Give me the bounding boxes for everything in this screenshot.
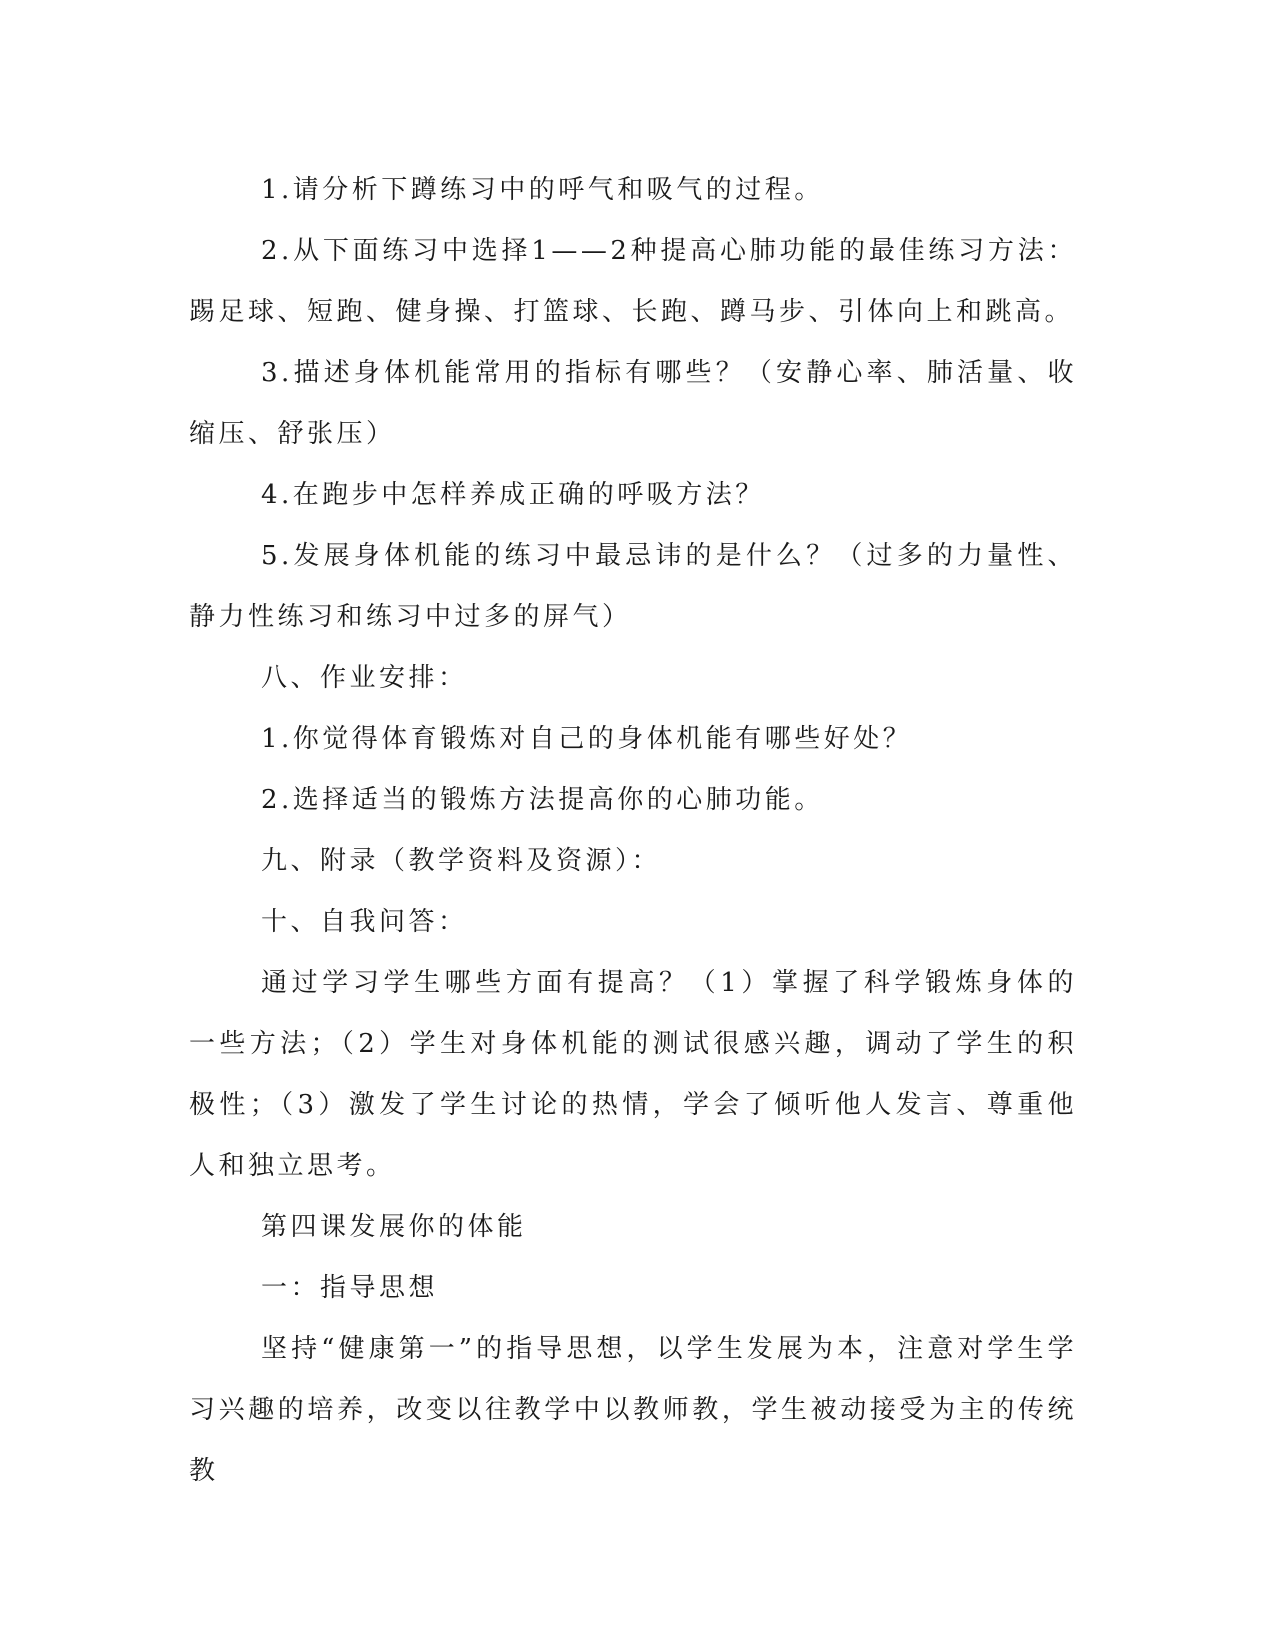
section-heading-guiding-thought: 一：指导思想: [261, 1273, 439, 1303]
homework-item-1: 1.你觉得体育锻炼对自己的身体机能有哪些好处？: [261, 724, 913, 754]
homework-item-2: 2.选择适当的锻炼方法提高你的心肺功能。: [261, 785, 824, 815]
question-2: 2.从下面练习中选择1——2种提高心肺功能的最佳练习方法：踢足球、短跑、健身操、打篮球、长跑、蹲马步、引体向上和跳高。: [189, 236, 1077, 327]
section-heading-homework: 八、作业安排：: [261, 663, 468, 693]
document-body: [189, 160, 1077, 1502]
question-3: 3.描述身体机能常用的指标有哪些？（安静心率、肺活量、收缩压、舒张压）: [189, 358, 1077, 449]
question-5: 5.发展身体机能的练习中最忌讳的是什么？（过多的力量性、静力性练习和练习中过多的屏气）: [189, 541, 1077, 632]
question-4: 4.在跑步中怎样养成正确的呼吸方法？: [261, 480, 765, 510]
self-qa-answer: 通过学习学生哪些方面有提高？（1）掌握了科学锻炼身体的一些方法；（2）学生对身体机能的测试很感兴趣，调动了学生的积极性；（3）激发了学生讨论的热情，学会了倾听他人发言、尊重他人和独立思考。: [189, 968, 1077, 1181]
question-1: 1.请分析下蹲练习中的呼气和吸气的过程。: [261, 175, 824, 205]
section-heading-appendix: 九、附录（教学资料及资源）：: [261, 846, 662, 876]
guiding-thought-paragraph: 坚持“健康第一”的指导思想，以学生发展为本，注意对学生学习兴趣的培养，改变以往教学中以教师教，学生被动接受为主的传统教: [189, 1334, 1077, 1486]
section-heading-self-qa: 十、自我问答：: [261, 907, 468, 937]
lesson-title: 第四课发展你的体能: [261, 1212, 527, 1242]
